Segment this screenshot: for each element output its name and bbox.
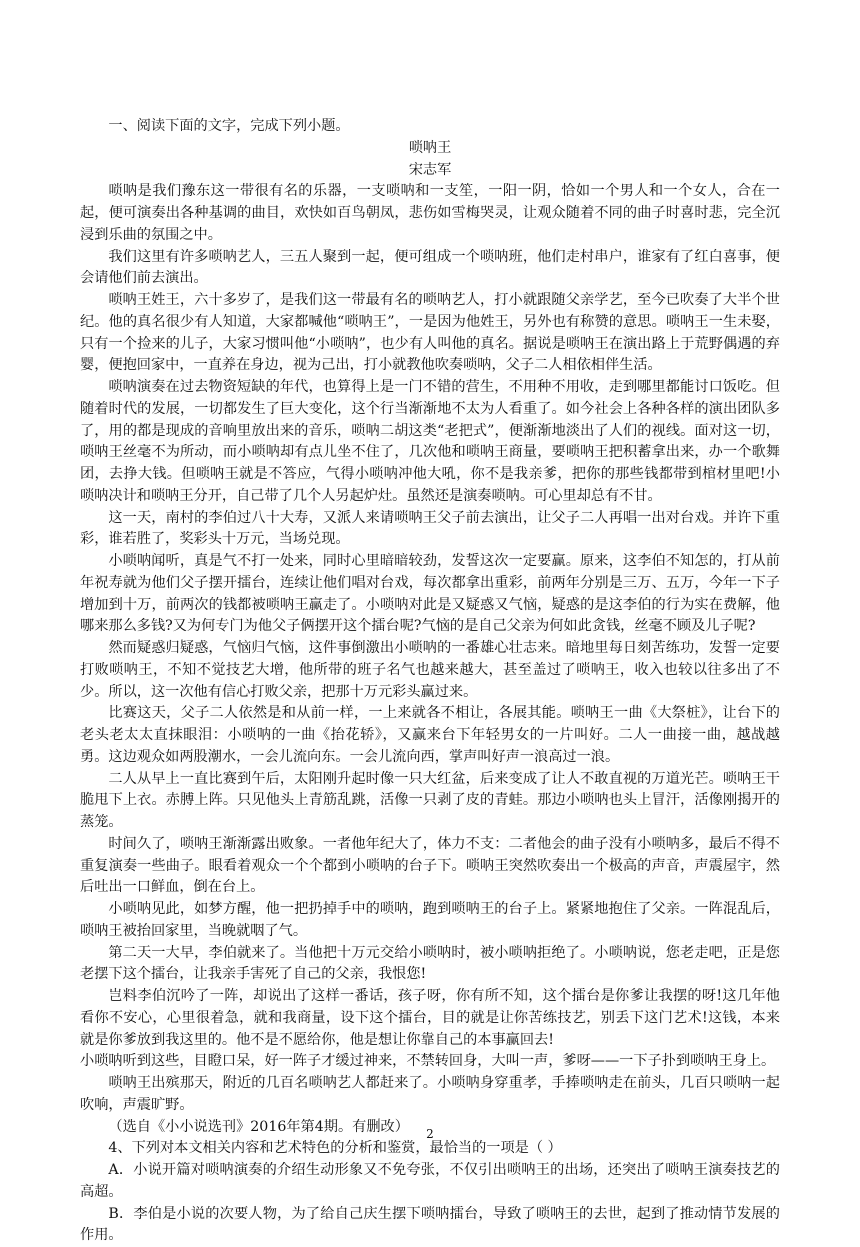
paragraph: 唢呐演奏在过去物资短缺的年代，也算得上是一门不错的营生，不用种不用收，走到哪里都能讨口饭吃。但随着时代的发展，一切都发生了巨大变化，这个行当渐渐地不太为人看重了。如今社会上各种各样的演出团队多了，用的都是现成的音响里放出来的音乐，唢呐二胡这类“老把式”，便渐渐地淡出了人们的视线。面对这一切，唢呐王丝毫不为所动，而小唢呐却有点儿坐不住了，几次他和唢呐王商量，要唢呐王把积蓄拿出来，办一个歌舞团，去挣大钱。但唢呐王就是不答应，气得小唢呐冲他大吼，你不是我亲爹，把你的那些钱都带到棺材里吧!小唢呐决计和唢呐王分开，自己带了几个人另起炉灶。虽然还是演奏唢呐。可心里却总有不甘。	[80, 377, 780, 508]
document-body	[80, 116, 780, 1247]
section-heading: 一、阅读下面的文字，完成下列小题。	[80, 116, 780, 138]
paragraph: 小唢呐见此，如梦方醒，他一把扔掉手中的唢呐，跑到唢呐王的台子上。紧紧地抱住了父亲。一阵混乱后，唢呐王被抬回家里，当晚就咽了气。	[80, 899, 780, 943]
author: 宋志军	[80, 160, 780, 182]
paragraph: 时间久了，唢呐王渐渐露出败象。一者他年纪大了，体力不支：二者他会的曲子没有小唢呐多，最后不得不重复演奏一些曲子。眼看着观众一个个都到小唢呐的台子下。唢呐王突然吹奏出一个极高的声音，声震屋宇，然后吐出一口鲜血，倒在台上。	[80, 834, 780, 899]
paragraph: 然而疑惑归疑惑，气恼归气恼，这件事倒激出小唢呐的一番雄心壮志来。暗地里每日刻苦练功，发誓一定要打败唢呐王，不知不觉技艺大增，他所带的班子名气也越来越大，甚至盖过了唢呐王，收入也较以往多出了不少。所以，这一次他有信心打败父亲，把那十万元彩头赢过来。	[80, 638, 780, 703]
source-citation: （选自《小小说选刊》2016年第4期。有删改）	[80, 1117, 780, 1139]
paragraph: 小唢呐闻听，真是气不打一处来，同时心里暗暗较劲，发誓这次一定要赢。原来，这李伯不知怎的，打从前年祝寿就为他们父子摆开擂台，连续让他们唱对台戏，每次都拿出重彩，前两年分别是三万、五万，今年一下子增加到十万，前两次的钱都被唢呐王赢走了。小唢呐对此是又疑惑又气恼，疑惑的是这李伯的行为实在费解，他哪来那么多钱?又为何专门为他父子俩摆开这个擂台呢?气恼的是自己父亲为何如此贪钱，丝毫不顾及儿子呢?	[80, 551, 780, 638]
paragraph: 二人从早上一直比赛到午后，太阳刚升起时像一只大红盆，后来变成了让人不敢直视的万道光芒。唢呐王干脆甩下上衣。赤膊上阵。只见他头上青筋乱跳，活像一只剥了皮的青蛙。那边小唢呐也头上冒汗，活像刚揭开的蒸笼。	[80, 769, 780, 834]
page-number: 2	[0, 1127, 860, 1141]
paragraph: 第二天一大早，李伯就来了。当他把十万元交给小唢呐时，被小唢呐拒绝了。小唢呐说，您老走吧，正是您老摆下这个擂台，让我亲手害死了自己的父亲，我恨您!	[80, 943, 780, 987]
paragraph: 小唢呐听到这些，目瞪口呆，好一阵子才缓过神来，不禁转回身，大叫一声，爹呀——一下子扑到唢呐王身上。	[80, 1051, 780, 1073]
paragraph: 唢呐王姓王，六十多岁了，是我们这一带最有名的唢呐艺人，打小就跟随父亲学艺，至今已吹奏了大半个世纪。他的真名很少有人知道，大家都喊他“唢呐王”，一是因为他姓王，另外也有称赞的意思。唢呐王一生未娶，只有一个捡来的儿子，大家习惯叫他“小唢呐”，也少有人叫他的真名。据说是唢呐王在演出路上于荒野偶遇的弃婴，便抱回家中，一直养在身边，视为己出，打小就教他吹奏唢呐，父子二人相依相伴生活。	[80, 290, 780, 377]
paragraph: 唢呐是我们豫东这一带很有名的乐器，一支唢呐和一支笙，一阳一阴，恰如一个男人和一个女人，合在一起，便可演奏出各种基调的曲目，欢快如百鸟朝凤，悲伤如雪梅哭灵，让观众随着不同的曲子时喜时悲，完全沉浸到乐曲的氛围之中。	[80, 181, 780, 246]
story-title: 唢呐王	[80, 138, 780, 160]
option-a: A．小说开篇对唢呐演奏的介绍生动形象又不免夸张，不仅引出唢呐王的出场，还突出了唢呐王演奏技艺的高超。	[80, 1160, 780, 1204]
question-stem: 4、下列对本文相关内容和艺术特色的分析和鉴赏，最恰当的一项是（ ）	[80, 1138, 780, 1160]
paragraph: 岂料李伯沉吟了一阵，却说出了这样一番话，孩子呀，你有所不知，这个擂台是你爹让我摆的呀!这几年他看你不安心，心里很着急，就和我商量，设下这个擂台，目的就是让你苦练技艺，别丢下这门艺术!这钱，本来就是你爹放到我这里的。他不是不愿给你，他是想让你靠自己的本事赢回去!	[80, 986, 780, 1051]
option-b: B．李伯是小说的次要人物，为了给自己庆生摆下唢呐擂台，导致了唢呐王的去世，起到了推动情节发展的作用。	[80, 1204, 780, 1247]
paragraph: 这一天，南村的李伯过八十大寿，又派人来请唢呐王父子前去演出，让父子二人再唱一出对台戏。并许下重彩，谁若胜了，奖彩头十万元，当场兑现。	[80, 508, 780, 552]
paragraph: 唢呐王出殡那天，附近的几百名唢呐艺人都赶来了。小唢呐身穿重孝，手捧唢呐走在前头，几百只唢呐一起吹响，声震旷野。	[80, 1073, 780, 1117]
paragraph: 比赛这天，父子二人依然是和从前一样，一上来就各不相让，各展其能。唢呐王一曲《大祭桩》，让台下的老头老太太直抹眼泪：小唢呐的一曲《抬花轿》，又赢来台下年轻男女的一片叫好。二人一曲接一曲，越战越勇。这边观众如两股潮水，一会儿流向东。一会儿流向西，掌声叫好声一浪高过一浪。	[80, 703, 780, 768]
paragraph: 我们这里有许多唢呐艺人，三五人聚到一起，便可组成一个唢呐班，他们走村串户，谁家有了红白喜事，便会请他们前去演出。	[80, 247, 780, 291]
